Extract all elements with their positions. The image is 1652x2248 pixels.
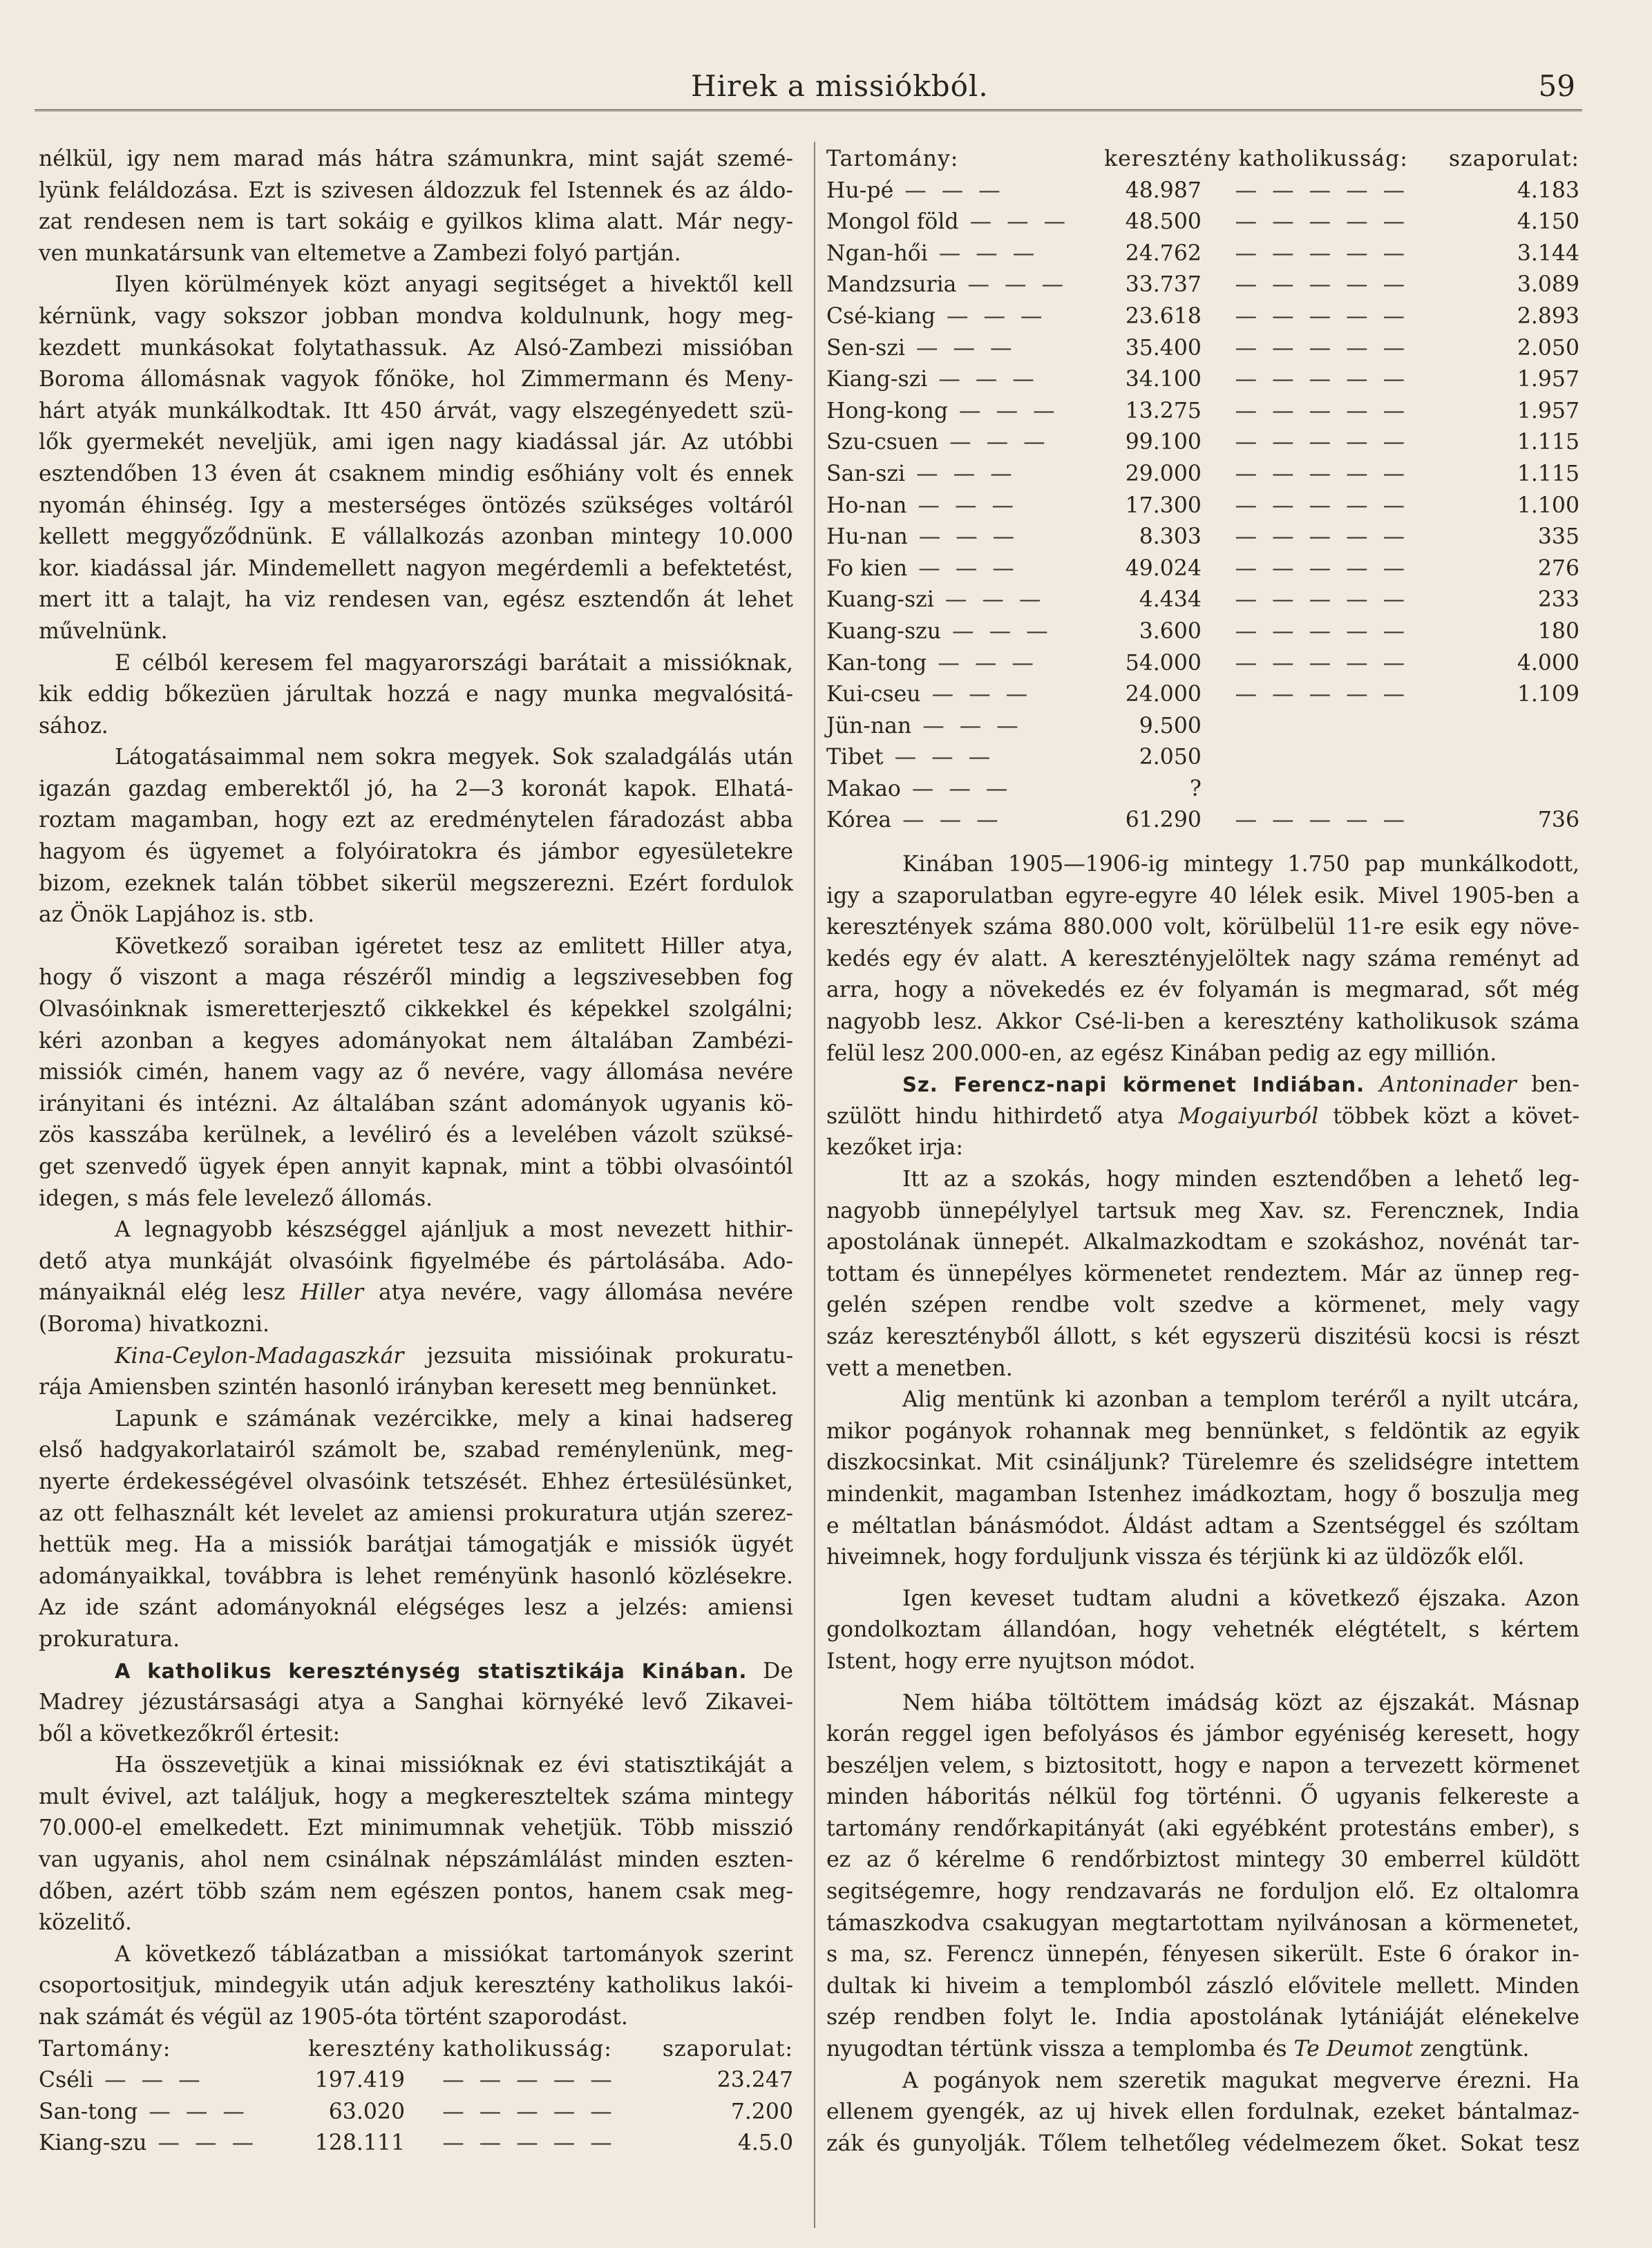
table-row <box>826 175 1579 207</box>
growth-cell: 1.100 <box>1517 493 1579 518</box>
count-cell: 24.000 <box>1125 682 1202 707</box>
province-cell: Kan-tong — — — <box>826 650 1038 676</box>
count-cell: 9.500 <box>1139 713 1202 739</box>
text-line: kor. kiadással jár. Mindemellett nagyon megérdemli a befektetést, <box>39 555 793 581</box>
table-row <box>826 364 1579 396</box>
leader-dashes: — — — — — <box>1235 240 1409 266</box>
text-line: zák és gunyolják. Tőlem telhetőleg védelmezem őket. Sokat tesz <box>826 2131 1579 2156</box>
right-paragraph-4 <box>826 1384 1579 1574</box>
rp2-line-3: kezőket irja: <box>826 1135 963 1161</box>
text-line: nélkül, igy nem marad más hátra számunkra, mint saját szemé- <box>39 146 793 171</box>
province-leader: — — — <box>941 618 1052 644</box>
province-cell: Sen-szi — — — <box>826 335 1016 361</box>
text-line: van ugyanis, ahol nem csinálnak népszámlálást minden eszten- <box>39 1847 793 1873</box>
table-row <box>39 2097 793 2128</box>
p6-line-1: A legnagyobb készséggel ajánljuk a most nevezett hithir- <box>115 1217 793 1243</box>
table-row <box>826 207 1579 238</box>
text-line: felül lesz 200.000-en, az egész Kinában pedig az egy millión. <box>826 1040 1497 1066</box>
province-leader: — — — <box>137 2099 249 2124</box>
text-line: Itt az a szokás, hogy minden esztendőben a lehető leg- <box>902 1167 1579 1192</box>
growth-cell: 335 <box>1537 524 1579 550</box>
count-cell: 23.618 <box>1125 303 1202 329</box>
text-line: Istent, hogy erre nyujtson módot. <box>826 1648 1196 1674</box>
province-leader: — — — <box>927 240 1039 266</box>
province-leader: — — — <box>927 367 1038 392</box>
text-line: arra, hogy a növekedés ez év folyamán is megmarad, sőt még <box>826 978 1579 1003</box>
text-line: Ilyen körülmények közt anyagi segitséget a hivektől kell <box>115 272 793 298</box>
text-line: apostolának ünnepét. Alkalmazkodtam e szokáshoz, novénát tar- <box>826 1230 1579 1255</box>
text-line: gondolkoztam állandóan, hogy vehetnék elégtételt, s kértem <box>826 1617 1579 1643</box>
spacer <box>826 1678 1579 1688</box>
text-line: Látogatásaimmal nem sokra megyek. Sok szaladgálás után <box>115 745 793 770</box>
growth-cell: 4.183 <box>1517 178 1579 203</box>
growth-cell <box>1443 742 1579 774</box>
text-line: idegen, s más fele levelező állomás. <box>39 1185 433 1211</box>
table-row <box>826 459 1579 490</box>
text-line: mert itt a talajt, ha viz rendesen van, egész esztendőn át lehet <box>39 587 793 613</box>
province-leader: — — — <box>900 776 1012 801</box>
table-row <box>826 774 1579 806</box>
province-cell: Hu-pé — — — <box>826 178 1005 203</box>
province-leader: — — — <box>958 209 1070 235</box>
growth-cell: 1.115 <box>1517 461 1579 486</box>
province-cell: Hong-kong — — — <box>826 398 1059 423</box>
province-leader: — — — <box>93 2068 205 2093</box>
text-line: adományaikkal, továbbra is lehet reményünk hasonló közlésekre. <box>39 1563 793 1589</box>
p7-line-2: rája Amiensben szintén hasonló irányban keresett meg bennünket. <box>39 1375 778 1400</box>
text-line: nyomán éhinség. Igy a mesterséges öntözés szükséges voltáról <box>39 493 793 518</box>
text-line: esztendőben 13 éven át csaknem mindig esőhiány volt és ennek <box>39 461 793 486</box>
text-line: az ott felhasznált két levelet az amiensi prokuratura utján szerez- <box>39 1501 793 1526</box>
p6-line-3-text: mányaiknál elég lesz <box>39 1280 301 1306</box>
leader-dashes: — — — — — <box>1235 493 1409 518</box>
leader-dashes: — — — — — <box>1235 272 1409 298</box>
table-row <box>826 396 1579 428</box>
text-line: korán reggel igen befolyásos és jámbor egyéniség keresett, hogy <box>826 1722 1579 1747</box>
text-line: Ha összevetjük a kinai missióknak ez évi statisztikáját a <box>115 1753 793 1778</box>
right-paragraph-1 <box>826 849 1579 1069</box>
text-line: közelitő. <box>39 1910 133 1936</box>
growth-cell: 7.200 <box>730 2099 793 2124</box>
header-growth: szaporulat: <box>1448 146 1579 171</box>
text-line: nagyobb lesz. Akkor Csé-li-ben a keresztény katholikusok száma <box>826 1009 1579 1035</box>
table-header-row <box>826 144 1579 175</box>
header-growth: szaporulat: <box>662 2036 793 2061</box>
province-cell: San-szi — — — <box>826 461 1016 486</box>
leader-dashes: — — — — — <box>442 2068 616 2093</box>
right-stats-table <box>826 144 1579 837</box>
left-paragraph-4 <box>39 742 793 931</box>
header-rule <box>35 109 1582 111</box>
growth-cell: 2.050 <box>1517 335 1579 361</box>
text-line: bizom, ezeknek talán többet sikerül megszerezni. Ezért fordulok <box>39 870 793 896</box>
text-line: ez az ő kérelme 6 rendőrbiztost mintegy 30 emberrel küldött <box>826 1847 1579 1873</box>
leader-dashes: — — — — — <box>1235 367 1409 392</box>
text-line: beszéljen velem, s biztositott, hogy e napon a tervezett körmenet <box>826 1753 1579 1778</box>
count-cell: 197.419 <box>314 2068 405 2093</box>
growth-cell: 2.893 <box>1517 303 1579 329</box>
growth-cell: 4.150 <box>1517 209 1579 235</box>
spacer <box>826 1574 1579 1583</box>
text-line: kezdett munkásokat folytathassuk. Az Alsó-Zambezi missióban <box>39 335 793 361</box>
table-row <box>39 2128 793 2160</box>
right-paragraph-2 <box>826 1069 1579 1164</box>
growth-cell: 23.247 <box>716 2068 793 2093</box>
left-paragraph-2 <box>39 269 793 647</box>
count-cell: 48.500 <box>1125 209 1202 235</box>
table-row <box>826 269 1579 301</box>
count-cell: 2.050 <box>1139 745 1202 770</box>
growth-cell: 276 <box>1537 555 1579 581</box>
count-cell: 13.275 <box>1125 398 1202 423</box>
leader-dashes: — — — — — <box>1235 303 1409 329</box>
text-line: tartomány rendőrkapitányát (aki egyébként protestáns ember), s <box>826 1816 1579 1841</box>
province-cell: San-tong — — — <box>39 2099 249 2124</box>
p6-line-3-rest: atya nevére, vagy állomása nevére <box>363 1280 794 1306</box>
table-row <box>826 301 1579 333</box>
leader-dashes <box>1202 711 1443 743</box>
table-row <box>826 490 1579 522</box>
right-column <box>826 144 1579 2160</box>
count-cell: 8.303 <box>1139 524 1202 550</box>
header-count: keresztény katholikusság: <box>1104 146 1408 171</box>
text-line: szép rendben folyt le. India apostolának lytániáját elénekelve <box>826 2005 1579 2030</box>
count-cell: 35.400 <box>1125 335 1202 361</box>
statistics-heading: A katholikus kereszténység statisztikája Kinában. <box>115 1659 748 1683</box>
leader-dashes: — — — — — <box>1235 650 1409 676</box>
province-cell: Szu-csuen — — — <box>826 430 1050 455</box>
rp2-line-2 <box>826 1101 1579 1133</box>
text-line: gelén szépen rendbe volt szedve a körmenet, mely vagy <box>826 1293 1579 1318</box>
leader-dashes: — — — — — <box>1235 524 1409 550</box>
text-line: művelnünk. <box>39 618 168 644</box>
text-line: roztam magamban, hogy ezt az eredménytelen fáradozást abba <box>39 808 793 833</box>
province-cell: Kiang-szu — — — <box>39 2131 258 2156</box>
text-line: kedés egy év alatt. A keresztényjelöltek nagy száma reményt ad <box>826 946 1579 971</box>
leader-dashes: — — — — — <box>442 2099 616 2124</box>
province-cell: Kui-cseu — — — <box>826 682 1032 707</box>
table-row <box>39 2065 793 2097</box>
text-line: get szenvedő ügyek épen annyit kapnak, mint a többi olvasóintól <box>39 1154 793 1179</box>
text-line: az Önök Lapjához is. stb. <box>39 902 315 928</box>
text-line: Alig mentünk ki azonban a templom teréről a nyilt utcára, <box>902 1387 1579 1413</box>
text-line: Lapunk e számának vezércikke, mely a kinai hadsereg <box>115 1406 793 1431</box>
table-row <box>826 522 1579 553</box>
text-line-end: zengtünk. <box>1413 2037 1530 2062</box>
province-leader: — — — <box>935 303 1047 329</box>
province-leader: — — — <box>883 745 995 770</box>
leader-dashes: — — — — — <box>1235 555 1409 581</box>
text-line: minden háboritás nélkül fog történni. Ő ugyanis felkereste a <box>826 1784 1579 1810</box>
growth-cell <box>1443 711 1579 743</box>
text-line: kellett meggyőződnünk. E vállalkozás azonban mintegy 10.000 <box>39 524 793 550</box>
table-row <box>826 553 1579 585</box>
column-divider <box>814 142 815 2228</box>
province-cell: Kuang-szu — — — <box>826 618 1052 644</box>
text-line: mikor pogányok rohannak meg bennünket, s feldöntik az egyik <box>826 1418 1579 1444</box>
count-cell: 63.020 <box>328 2099 405 2124</box>
korment-heading: Sz. Ferencz-napi körmenet Indiában. <box>902 1073 1365 1097</box>
count-cell: 3.600 <box>1139 618 1202 644</box>
count-cell: 24.762 <box>1125 240 1202 266</box>
statistics-line-3: ből a következőkről értesit: <box>39 1721 341 1746</box>
p6-line-3 <box>39 1277 793 1309</box>
text-line: dőben, azért több szám nem egészen pontos, hanem csak meg- <box>39 1878 793 1904</box>
count-cell: 48.987 <box>1125 178 1202 203</box>
province-cell: Makao — — — <box>826 776 1012 801</box>
rp2-line-1-rest: ben- <box>1516 1072 1580 1098</box>
leader-dashes <box>1202 742 1443 774</box>
text-line: nagyobb ünnepélylyel tartsuk meg Xav. sz. Ferencznek, India <box>826 1198 1579 1223</box>
growth-cell: 1.957 <box>1517 398 1579 423</box>
text-line: tottam és ünnepélyes körmenetet rendeztem. Már az ünnep reg- <box>826 1261 1579 1286</box>
text-line: 70.000-el emelkedett. Ezt minimumnak vehetjük. Több misszió <box>39 1816 793 1841</box>
left-paragraph-8 <box>39 1404 793 1656</box>
text-line: Olvasóinknak ismeretterjesztő cikkekkel és képekkel szolgálni; <box>39 997 793 1022</box>
left-stats-table <box>39 2034 793 2160</box>
province-leader: — — — <box>911 713 1023 739</box>
leader-dashes: — — — — — <box>1235 587 1409 613</box>
statistics-line-2: Madrey jézustársasági atya a Sanghai környéké levő Zikavei- <box>39 1690 793 1715</box>
text-line: száz keresztényből állott, s két egyszerü diszitésü kocsi is részt <box>826 1324 1579 1349</box>
province-cell: Ho-nan — — — <box>826 493 1018 518</box>
left-paragraph-7 <box>39 1341 793 1404</box>
left-paragraph-1 <box>39 144 793 269</box>
growth-cell: 180 <box>1537 618 1579 644</box>
left-paragraph-6 <box>39 1215 793 1340</box>
leader-dashes: — — — — — <box>1235 430 1409 455</box>
count-cell: 17.300 <box>1125 493 1202 518</box>
text-line: lők gyermekét neveljük, ami igen nagy kiadással jár. Az utóbbi <box>39 430 793 455</box>
text-line <box>826 2034 1579 2066</box>
table-row <box>826 648 1579 680</box>
province-leader: — — — <box>146 2131 258 2156</box>
table-row <box>826 616 1579 648</box>
left-column <box>39 144 793 2160</box>
left-paragraph-10 <box>39 1939 793 2034</box>
leader-dashes: — — — — — <box>1235 808 1409 833</box>
table-row <box>826 711 1579 743</box>
text-line: kérnünk, vagy sokszor jobban mondva koldulnunk, hogy meg- <box>39 303 793 329</box>
text-line: hagyom és ügyemet a folyóiratokra és jámbor egyesületekre <box>39 839 793 865</box>
leader-dashes: — — — — — <box>1235 461 1409 486</box>
table-row <box>826 427 1579 459</box>
leader-dashes: — — — — — <box>1235 398 1409 423</box>
province-cell: Tibet — — — <box>826 745 995 770</box>
spacer <box>826 837 1579 849</box>
text-line: mult évivel, azt találjuk, hogy a megkereszteltek száma mintegy <box>39 1784 793 1809</box>
province-leader: — — — <box>891 808 1003 833</box>
text-line: hettük meg. Ha a missiók barátjai támogatják e missiók ügyét <box>39 1532 793 1558</box>
province-cell: Cséli — — — <box>39 2068 205 2093</box>
right-paragraph-3 <box>826 1164 1579 1384</box>
header-count: keresztény katholikusság: <box>308 2036 612 2061</box>
p7-line-1-rest: jezsuita missióinak prokuratu- <box>403 1343 793 1369</box>
growth-cell: 736 <box>1537 808 1579 833</box>
text-line: Nem hiába töltöttem imádság közt az éjszakát. Másnap <box>902 1690 1579 1715</box>
left-paragraph-3 <box>39 648 793 743</box>
text-line: prokuratura. <box>39 1626 180 1652</box>
leader-dashes: — — — — — <box>1235 335 1409 361</box>
text-line: igy a szaporulatban egyre-egyre 40 lélek esik. Mivel 1905-ben a <box>826 883 1579 908</box>
leader-dashes <box>1202 774 1443 806</box>
antoninader-name: Antoninader <box>1379 1072 1517 1098</box>
header-province: Tartomány: <box>39 2036 171 2061</box>
text-line: Kinában 1905—1906-ig mintegy 1.750 pap munkálkodott, <box>902 852 1579 877</box>
text-line: csoportositjuk, mindegyik után adjuk keresztény katholikus lakói- <box>39 1973 793 1999</box>
text-line: kik eddig bőkezüen járultak hozzá e nagy munka megvalósitá- <box>39 682 793 707</box>
count-cell: 99.100 <box>1125 430 1202 455</box>
province-leader: — — — <box>905 461 1016 486</box>
growth-cell: 3.089 <box>1517 272 1579 298</box>
table-row <box>826 238 1579 270</box>
rp2-line-2-b: többek közt a követ- <box>1318 1103 1579 1129</box>
leader-dashes: — — — — — <box>1235 618 1409 644</box>
table-row <box>826 333 1579 365</box>
growth-cell: 233 <box>1537 587 1579 613</box>
text-line: mindenkit, magamban Istenhez imádkoztam, hogy ő boszulja meg <box>826 1481 1579 1507</box>
province-cell: Csé-kiang — — — <box>826 303 1047 329</box>
province-leader: — — — <box>907 524 1019 550</box>
count-cell: 54.000 <box>1125 650 1202 676</box>
running-title: Hirek a missiókból. <box>691 69 989 103</box>
text-line: ellenem gyengék, az uj hivek ellen fordulnak, ezeket bántalmaz- <box>826 2099 1579 2125</box>
province-leader: — — — <box>933 587 1045 613</box>
right-paragraph-5 <box>826 1583 1579 1678</box>
rp2-line-1 <box>826 1069 1579 1101</box>
text-line: zat rendesen nem is tart sokáig e gyilkos klima alatt. Már negy- <box>39 209 793 235</box>
page-number: 59 <box>1538 69 1575 103</box>
text-line: segitségemre, hogy rendzavarás ne forduljon elő. Ez oltalomra <box>826 1879 1579 1905</box>
count-cell: 49.024 <box>1125 555 1202 581</box>
growth-cell: 4.5.0 <box>737 2131 793 2156</box>
text-line: diszkocsinkat. Mit csináljunk? Türelemre és szelidségre intettem <box>826 1450 1579 1476</box>
province-leader: — — — <box>927 650 1038 676</box>
text-line: ven munkatársunk van eltemetve a Zambezi folyó partján. <box>39 240 681 266</box>
left-paragraph-5 <box>39 931 793 1215</box>
left-paragraph-9 <box>39 1750 793 1939</box>
rp2-line-2-a: szülött hindu hithirdető atya <box>826 1103 1179 1129</box>
province-leader: — — — <box>938 430 1050 455</box>
province-cell: Ngan-hői — — — <box>826 240 1039 266</box>
mogaiyur-name: Mogaiyurból <box>1178 1103 1319 1129</box>
table-row <box>826 584 1579 616</box>
kina-ceylon-name: Kina-Ceylon-Madagaszkár <box>115 1343 404 1369</box>
text-line: dultak ki hiveim a templomból zászló elővitele mellett. Minden <box>826 1973 1579 1999</box>
p6-line-4: (Boroma) hivatkozni. <box>39 1311 269 1337</box>
count-cell: 34.100 <box>1125 367 1202 392</box>
text-line: keresztények száma 880.000 volt, körülbelül 11-re esik egy növe- <box>826 915 1579 940</box>
count-cell: 61.290 <box>1125 808 1202 833</box>
count-cell: ? <box>1190 776 1202 801</box>
text-line: irányitani és intézni. Az általában szánt adományok ugyanis kö- <box>39 1091 793 1116</box>
table-row <box>826 742 1579 774</box>
text-line: nyerte érdekességével olvasóink tetszését. Ehhez értesülésünket, <box>39 1469 793 1494</box>
province-leader: — — — <box>893 178 1005 203</box>
province-leader: — — — <box>920 682 1032 707</box>
table-header-row <box>39 2034 793 2066</box>
province-cell: Fo kien — — — <box>826 555 1018 581</box>
statistics-heading-line <box>39 1656 793 1688</box>
p7-line-1 <box>39 1341 793 1373</box>
table-row <box>826 805 1579 837</box>
text-line: nak számát és végül az 1905-óta történt szaporodást. <box>39 2005 628 2030</box>
text-line: hiveimnek, hogy forduljunk vissza és térjünk ki az üldözők elől. <box>826 1545 1525 1570</box>
text-line: hárt atyák munkálkodtak. Itt 450 árvát, vagy elszegényedett szü- <box>39 398 793 423</box>
text-line: sához. <box>39 713 108 739</box>
text-line: Igen keveset tudtam aludni a következő éjszaka. Azon <box>902 1585 1579 1611</box>
province-cell: Kuang-szi — — — <box>826 587 1045 613</box>
table-row <box>826 679 1579 711</box>
header-province: Tartomány: <box>826 146 959 171</box>
province-leader: — — — <box>906 493 1018 518</box>
growth-cell: 3.144 <box>1517 240 1579 266</box>
count-cell: 4.434 <box>1139 587 1202 613</box>
text-line: missiók cimén, hanem vagy az ő nevére, vagy állomása nevére <box>39 1060 793 1085</box>
text-line: Boroma állomásnak vagyok főnöke, hol Zimmermann és Meny- <box>39 367 793 392</box>
text-line: igazán gazdag emberektől jó, ha 2—3 koronát kapok. Elhatá- <box>39 776 793 801</box>
count-cell: 29.000 <box>1125 461 1202 486</box>
text-line: A pogányok nem szeretik magukat megverve érezni. Ha <box>902 2068 1579 2093</box>
province-cell: Mandzsuria — — — <box>826 272 1067 298</box>
leader-dashes: — — — — — <box>442 2131 616 2156</box>
count-cell: 33.737 <box>1125 272 1202 298</box>
leader-dashes: — — — — — <box>1235 682 1409 707</box>
province-cell: Kiang-szi — — — <box>826 367 1038 392</box>
statistics-section <box>39 1656 793 1751</box>
leader-dashes: — — — — — <box>1235 178 1409 203</box>
province-cell: Hu-nan — — — <box>826 524 1019 550</box>
leader-dashes: — — — — — <box>1235 209 1409 235</box>
text-line: zös kasszába kerülnek, a levéliró és a levelében vázolt szüksé- <box>39 1123 793 1148</box>
province-leader: — — — <box>948 398 1059 423</box>
text-line: lyünk feláldozása. Ezt is szivesen áldozzuk fel Istennek és az áldo- <box>39 178 793 203</box>
right-paragraph-7 <box>826 2066 1579 2160</box>
growth-cell: 4.000 <box>1517 650 1579 676</box>
province-leader: — — — <box>956 272 1067 298</box>
hiller-name: Hiller <box>300 1280 364 1306</box>
p6-line-2: dető atya munkáját olvasóink figyelmébe és pártolásába. Ado- <box>39 1248 793 1274</box>
growth-cell: 1.115 <box>1517 430 1579 455</box>
count-cell: 128.111 <box>314 2131 405 2156</box>
province-leader: — — — <box>907 555 1018 581</box>
province-leader: — — — <box>905 335 1016 361</box>
growth-cell <box>1443 774 1579 806</box>
text-line: Következő soraiban igéretet tesz az emlitett Hiller atya, <box>115 933 793 959</box>
growth-cell: 1.957 <box>1517 367 1579 392</box>
statistics-heading-rest: De <box>747 1658 793 1684</box>
province-cell: Jün-nan — — — <box>826 713 1023 739</box>
text-line: A következő táblázatban a missiókat tartományok szerint <box>115 1941 793 1967</box>
text-line: hogy ő viszont a maga részéről mindig a legszivesebben fog <box>39 965 793 991</box>
text-line: kéri azonban a kegyes adományokat nem általában Zambézi- <box>39 1028 793 1054</box>
running-head <box>41 69 1575 111</box>
text-line: támaszkodva csakugyan megtartottam nyilvánosan a körmenetet, <box>826 1910 1579 1936</box>
right-paragraph-6 <box>826 1688 1579 2066</box>
text-line: első hadgyakorlatairól számolt be, szabad reménylenünk, meg- <box>39 1438 793 1463</box>
te-deum: Te Deumot <box>1293 2037 1414 2062</box>
growth-cell: 1.109 <box>1517 682 1579 707</box>
text-line: Az ide szánt adományoknál elégséges lesz a jelzés: amiensi <box>39 1595 793 1621</box>
province-cell: Mongol föld — — — <box>826 209 1070 235</box>
text-line-start: nyugodtan tértünk vissza a templomba és <box>826 2037 1294 2062</box>
province-cell: Kórea — — — <box>826 808 1003 833</box>
text-line: s ma, sz. Ferencz ünnepén, fényesen sikerült. Este 6 órakor in- <box>826 1942 1579 1968</box>
text-line: vett a menetben. <box>826 1355 1013 1381</box>
text-line: e méltatlan bánásmódot. Áldást adtam a Szentséggel és szóltam <box>826 1513 1579 1539</box>
text-line: E célból keresem fel magyarországi barátait a missióknak, <box>115 650 793 676</box>
